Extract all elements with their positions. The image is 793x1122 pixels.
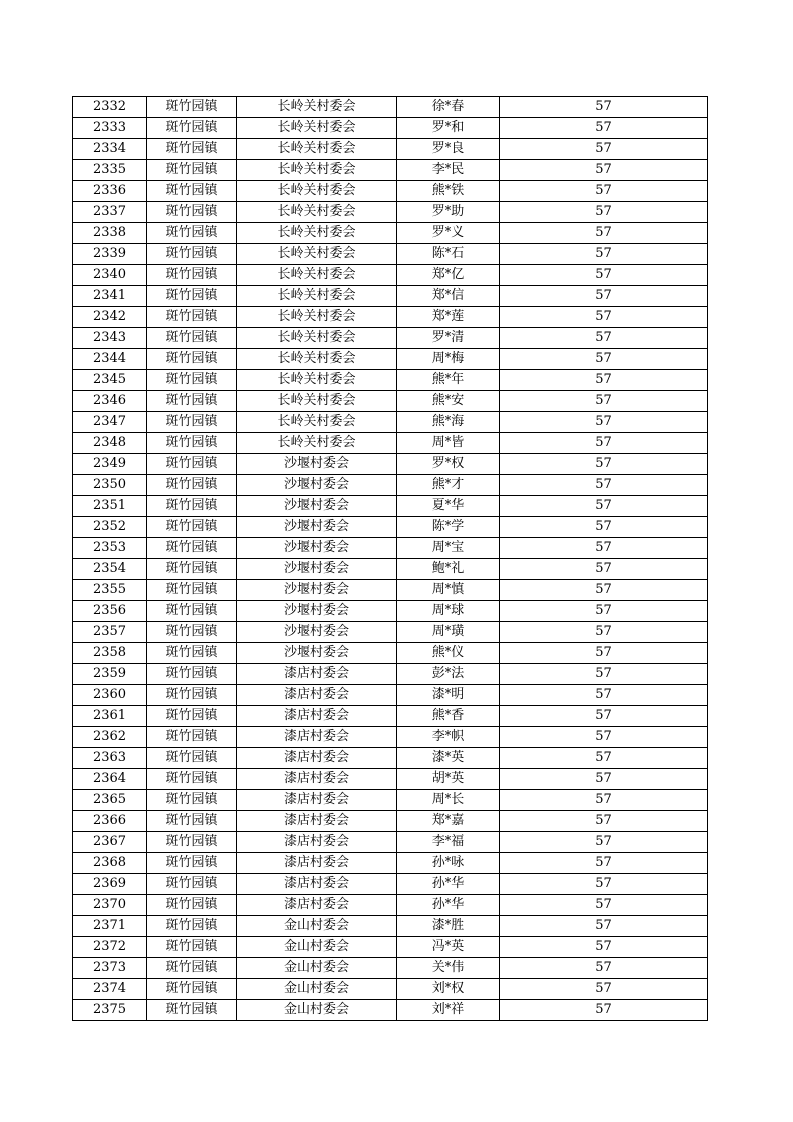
- row-number-cell: 2360: [73, 685, 147, 706]
- table-row: [73, 811, 708, 832]
- value-cell: 57: [500, 937, 708, 958]
- person-name-cell: 周*皆: [397, 433, 500, 454]
- person-name-cell: 熊*铁: [397, 181, 500, 202]
- value-cell: 57: [500, 958, 708, 979]
- row-number-cell: 2348: [73, 433, 147, 454]
- table-row: [73, 580, 708, 601]
- row-number-cell: 2342: [73, 307, 147, 328]
- village-committee-cell: 漆店村委会: [237, 874, 397, 895]
- row-number-cell: 2337: [73, 202, 147, 223]
- row-number-cell: 2347: [73, 412, 147, 433]
- village-committee-cell: 漆店村委会: [237, 832, 397, 853]
- person-name-cell: 郑*嘉: [397, 811, 500, 832]
- person-name-cell: 彭*法: [397, 664, 500, 685]
- person-name-cell: 陈*石: [397, 244, 500, 265]
- value-cell: 57: [500, 160, 708, 181]
- table-row: [73, 559, 708, 580]
- row-number-cell: 2338: [73, 223, 147, 244]
- village-committee-cell: 长岭关村委会: [237, 412, 397, 433]
- row-number-cell: 2374: [73, 979, 147, 1000]
- village-committee-cell: 长岭关村委会: [237, 181, 397, 202]
- row-number-cell: 2371: [73, 916, 147, 937]
- person-name-cell: 关*伟: [397, 958, 500, 979]
- town-cell: 斑竹园镇: [147, 769, 237, 790]
- town-cell: 斑竹园镇: [147, 979, 237, 1000]
- value-cell: 57: [500, 580, 708, 601]
- town-cell: 斑竹园镇: [147, 538, 237, 559]
- table-row: [73, 706, 708, 727]
- roster-table-body: [73, 97, 708, 1021]
- village-committee-cell: 长岭关村委会: [237, 244, 397, 265]
- row-number-cell: 2334: [73, 139, 147, 160]
- table-row: [73, 475, 708, 496]
- town-cell: 斑竹园镇: [147, 853, 237, 874]
- person-name-cell: 罗*义: [397, 223, 500, 244]
- town-cell: 斑竹园镇: [147, 832, 237, 853]
- town-cell: 斑竹园镇: [147, 496, 237, 517]
- value-cell: 57: [500, 706, 708, 727]
- table-row: [73, 118, 708, 139]
- village-committee-cell: 长岭关村委会: [237, 307, 397, 328]
- table-row: [73, 853, 708, 874]
- value-cell: 57: [500, 559, 708, 580]
- town-cell: 斑竹园镇: [147, 601, 237, 622]
- value-cell: 57: [500, 118, 708, 139]
- row-number-cell: 2350: [73, 475, 147, 496]
- village-committee-cell: 漆店村委会: [237, 685, 397, 706]
- value-cell: 57: [500, 979, 708, 1000]
- person-name-cell: 周*梅: [397, 349, 500, 370]
- person-name-cell: 熊*海: [397, 412, 500, 433]
- row-number-cell: 2372: [73, 937, 147, 958]
- table-row: [73, 538, 708, 559]
- value-cell: 57: [500, 832, 708, 853]
- table-row: [73, 874, 708, 895]
- town-cell: 斑竹园镇: [147, 790, 237, 811]
- table-row: [73, 727, 708, 748]
- value-cell: 57: [500, 475, 708, 496]
- row-number-cell: 2343: [73, 328, 147, 349]
- town-cell: 斑竹园镇: [147, 349, 237, 370]
- person-name-cell: 罗*助: [397, 202, 500, 223]
- value-cell: 57: [500, 139, 708, 160]
- town-cell: 斑竹园镇: [147, 643, 237, 664]
- value-cell: 57: [500, 748, 708, 769]
- village-committee-cell: 沙堰村委会: [237, 559, 397, 580]
- village-committee-cell: 长岭关村委会: [237, 433, 397, 454]
- value-cell: 57: [500, 328, 708, 349]
- village-committee-cell: 金山村委会: [237, 916, 397, 937]
- town-cell: 斑竹园镇: [147, 286, 237, 307]
- village-committee-cell: 沙堰村委会: [237, 475, 397, 496]
- table-row: [73, 454, 708, 475]
- village-committee-cell: 漆店村委会: [237, 706, 397, 727]
- village-committee-cell: 金山村委会: [237, 958, 397, 979]
- value-cell: 57: [500, 727, 708, 748]
- town-cell: 斑竹园镇: [147, 706, 237, 727]
- person-name-cell: 罗*和: [397, 118, 500, 139]
- table-row: [73, 664, 708, 685]
- table-row: [73, 496, 708, 517]
- value-cell: 57: [500, 412, 708, 433]
- town-cell: 斑竹园镇: [147, 223, 237, 244]
- person-name-cell: 郑*信: [397, 286, 500, 307]
- value-cell: 57: [500, 496, 708, 517]
- person-name-cell: 陈*学: [397, 517, 500, 538]
- value-cell: 57: [500, 622, 708, 643]
- table-row: [73, 286, 708, 307]
- town-cell: 斑竹园镇: [147, 622, 237, 643]
- village-committee-cell: 漆店村委会: [237, 769, 397, 790]
- village-committee-cell: 长岭关村委会: [237, 370, 397, 391]
- table-row: [73, 601, 708, 622]
- village-committee-cell: 长岭关村委会: [237, 223, 397, 244]
- table-row: [73, 181, 708, 202]
- person-name-cell: 熊*安: [397, 391, 500, 412]
- value-cell: 57: [500, 811, 708, 832]
- value-cell: 57: [500, 790, 708, 811]
- row-number-cell: 2359: [73, 664, 147, 685]
- table-row: [73, 622, 708, 643]
- town-cell: 斑竹园镇: [147, 412, 237, 433]
- table-row: [73, 979, 708, 1000]
- person-name-cell: 刘*祥: [397, 1000, 500, 1021]
- town-cell: 斑竹园镇: [147, 181, 237, 202]
- value-cell: 57: [500, 1000, 708, 1021]
- town-cell: 斑竹园镇: [147, 664, 237, 685]
- table-row: [73, 790, 708, 811]
- person-name-cell: 熊*才: [397, 475, 500, 496]
- row-number-cell: 2364: [73, 769, 147, 790]
- table-row: [73, 97, 708, 118]
- village-committee-cell: 长岭关村委会: [237, 160, 397, 181]
- person-name-cell: 熊*仪: [397, 643, 500, 664]
- row-number-cell: 2336: [73, 181, 147, 202]
- village-committee-cell: 长岭关村委会: [237, 139, 397, 160]
- person-name-cell: 冯*英: [397, 937, 500, 958]
- person-name-cell: 熊*年: [397, 370, 500, 391]
- row-number-cell: 2363: [73, 748, 147, 769]
- value-cell: 57: [500, 244, 708, 265]
- row-number-cell: 2369: [73, 874, 147, 895]
- row-number-cell: 2355: [73, 580, 147, 601]
- town-cell: 斑竹园镇: [147, 748, 237, 769]
- row-number-cell: 2335: [73, 160, 147, 181]
- person-name-cell: 胡*英: [397, 769, 500, 790]
- town-cell: 斑竹园镇: [147, 370, 237, 391]
- table-row: [73, 433, 708, 454]
- person-name-cell: 刘*权: [397, 979, 500, 1000]
- row-number-cell: 2361: [73, 706, 147, 727]
- table-row: [73, 517, 708, 538]
- person-name-cell: 罗*权: [397, 454, 500, 475]
- person-name-cell: 周*璜: [397, 622, 500, 643]
- table-row: [73, 937, 708, 958]
- town-cell: 斑竹园镇: [147, 685, 237, 706]
- table-row: [73, 202, 708, 223]
- person-name-cell: 周*球: [397, 601, 500, 622]
- town-cell: 斑竹园镇: [147, 811, 237, 832]
- town-cell: 斑竹园镇: [147, 328, 237, 349]
- row-number-cell: 2356: [73, 601, 147, 622]
- table-row: [73, 370, 708, 391]
- person-name-cell: 郑*莲: [397, 307, 500, 328]
- value-cell: 57: [500, 265, 708, 286]
- table-row: [73, 349, 708, 370]
- person-name-cell: 熊*香: [397, 706, 500, 727]
- town-cell: 斑竹园镇: [147, 307, 237, 328]
- row-number-cell: 2370: [73, 895, 147, 916]
- person-name-cell: 徐*春: [397, 97, 500, 118]
- person-name-cell: 罗*良: [397, 139, 500, 160]
- town-cell: 斑竹园镇: [147, 958, 237, 979]
- row-number-cell: 2349: [73, 454, 147, 475]
- row-number-cell: 2366: [73, 811, 147, 832]
- person-name-cell: 李*帜: [397, 727, 500, 748]
- value-cell: 57: [500, 454, 708, 475]
- value-cell: 57: [500, 538, 708, 559]
- table-row: [73, 139, 708, 160]
- town-cell: 斑竹园镇: [147, 1000, 237, 1021]
- village-committee-cell: 沙堰村委会: [237, 601, 397, 622]
- row-number-cell: 2357: [73, 622, 147, 643]
- village-committee-cell: 长岭关村委会: [237, 97, 397, 118]
- value-cell: 57: [500, 286, 708, 307]
- town-cell: 斑竹园镇: [147, 580, 237, 601]
- person-name-cell: 周*宝: [397, 538, 500, 559]
- value-cell: 57: [500, 916, 708, 937]
- person-name-cell: 漆*英: [397, 748, 500, 769]
- row-number-cell: 2339: [73, 244, 147, 265]
- table-row: [73, 643, 708, 664]
- town-cell: 斑竹园镇: [147, 874, 237, 895]
- person-name-cell: 孙*华: [397, 874, 500, 895]
- village-committee-cell: 长岭关村委会: [237, 349, 397, 370]
- table-row: [73, 1000, 708, 1021]
- value-cell: 57: [500, 874, 708, 895]
- row-number-cell: 2365: [73, 790, 147, 811]
- village-committee-cell: 沙堰村委会: [237, 622, 397, 643]
- value-cell: 57: [500, 685, 708, 706]
- village-committee-cell: 漆店村委会: [237, 664, 397, 685]
- value-cell: 57: [500, 307, 708, 328]
- village-committee-cell: 金山村委会: [237, 979, 397, 1000]
- village-committee-cell: 漆店村委会: [237, 811, 397, 832]
- village-committee-cell: 金山村委会: [237, 1000, 397, 1021]
- table-row: [73, 412, 708, 433]
- row-number-cell: 2375: [73, 1000, 147, 1021]
- person-name-cell: 鲍*礼: [397, 559, 500, 580]
- value-cell: 57: [500, 664, 708, 685]
- table-row: [73, 307, 708, 328]
- village-committee-cell: 长岭关村委会: [237, 286, 397, 307]
- table-row: [73, 832, 708, 853]
- row-number-cell: 2358: [73, 643, 147, 664]
- town-cell: 斑竹园镇: [147, 265, 237, 286]
- town-cell: 斑竹园镇: [147, 244, 237, 265]
- town-cell: 斑竹园镇: [147, 517, 237, 538]
- person-name-cell: 郑*亿: [397, 265, 500, 286]
- town-cell: 斑竹园镇: [147, 391, 237, 412]
- value-cell: 57: [500, 517, 708, 538]
- village-committee-cell: 长岭关村委会: [237, 328, 397, 349]
- row-number-cell: 2341: [73, 286, 147, 307]
- village-committee-cell: 沙堰村委会: [237, 496, 397, 517]
- town-cell: 斑竹园镇: [147, 895, 237, 916]
- row-number-cell: 2345: [73, 370, 147, 391]
- village-committee-cell: 沙堰村委会: [237, 517, 397, 538]
- row-number-cell: 2346: [73, 391, 147, 412]
- value-cell: 57: [500, 769, 708, 790]
- person-name-cell: 漆*明: [397, 685, 500, 706]
- table-row: [73, 244, 708, 265]
- town-cell: 斑竹园镇: [147, 916, 237, 937]
- value-cell: 57: [500, 370, 708, 391]
- town-cell: 斑竹园镇: [147, 937, 237, 958]
- table-row: [73, 685, 708, 706]
- table-row: [73, 160, 708, 181]
- row-number-cell: 2352: [73, 517, 147, 538]
- row-number-cell: 2362: [73, 727, 147, 748]
- town-cell: 斑竹园镇: [147, 454, 237, 475]
- village-committee-cell: 漆店村委会: [237, 790, 397, 811]
- village-committee-cell: 长岭关村委会: [237, 265, 397, 286]
- village-committee-cell: 漆店村委会: [237, 727, 397, 748]
- table-row: [73, 916, 708, 937]
- town-cell: 斑竹园镇: [147, 139, 237, 160]
- value-cell: 57: [500, 391, 708, 412]
- person-name-cell: 孙*华: [397, 895, 500, 916]
- village-committee-cell: 沙堰村委会: [237, 643, 397, 664]
- row-number-cell: 2373: [73, 958, 147, 979]
- town-cell: 斑竹园镇: [147, 727, 237, 748]
- value-cell: 57: [500, 181, 708, 202]
- village-committee-cell: 漆店村委会: [237, 853, 397, 874]
- town-cell: 斑竹园镇: [147, 475, 237, 496]
- row-number-cell: 2351: [73, 496, 147, 517]
- table-row: [73, 265, 708, 286]
- value-cell: 57: [500, 601, 708, 622]
- village-committee-cell: 沙堰村委会: [237, 538, 397, 559]
- row-number-cell: 2340: [73, 265, 147, 286]
- village-committee-cell: 沙堰村委会: [237, 580, 397, 601]
- person-name-cell: 李*民: [397, 160, 500, 181]
- village-committee-cell: 金山村委会: [237, 937, 397, 958]
- table-row: [73, 328, 708, 349]
- row-number-cell: 2353: [73, 538, 147, 559]
- row-number-cell: 2367: [73, 832, 147, 853]
- town-cell: 斑竹园镇: [147, 433, 237, 454]
- town-cell: 斑竹园镇: [147, 118, 237, 139]
- town-cell: 斑竹园镇: [147, 160, 237, 181]
- value-cell: 57: [500, 349, 708, 370]
- value-cell: 57: [500, 895, 708, 916]
- value-cell: 57: [500, 223, 708, 244]
- person-name-cell: 罗*清: [397, 328, 500, 349]
- person-name-cell: 漆*胜: [397, 916, 500, 937]
- person-name-cell: 周*长: [397, 790, 500, 811]
- town-cell: 斑竹园镇: [147, 202, 237, 223]
- village-committee-cell: 长岭关村委会: [237, 202, 397, 223]
- village-committee-cell: 漆店村委会: [237, 895, 397, 916]
- table-row: [73, 958, 708, 979]
- value-cell: 57: [500, 433, 708, 454]
- row-number-cell: 2333: [73, 118, 147, 139]
- value-cell: 57: [500, 643, 708, 664]
- table-row: [73, 223, 708, 244]
- person-name-cell: 周*慎: [397, 580, 500, 601]
- person-name-cell: 夏*华: [397, 496, 500, 517]
- table-row: [73, 895, 708, 916]
- table-row: [73, 391, 708, 412]
- person-name-cell: 李*福: [397, 832, 500, 853]
- village-committee-cell: 沙堰村委会: [237, 454, 397, 475]
- town-cell: 斑竹园镇: [147, 97, 237, 118]
- row-number-cell: 2368: [73, 853, 147, 874]
- village-committee-cell: 漆店村委会: [237, 748, 397, 769]
- person-name-cell: 孙*咏: [397, 853, 500, 874]
- table-row: [73, 769, 708, 790]
- value-cell: 57: [500, 202, 708, 223]
- row-number-cell: 2354: [73, 559, 147, 580]
- village-committee-cell: 长岭关村委会: [237, 391, 397, 412]
- row-number-cell: 2332: [73, 97, 147, 118]
- table-row: [73, 748, 708, 769]
- village-committee-cell: 长岭关村委会: [237, 118, 397, 139]
- value-cell: 57: [500, 97, 708, 118]
- roster-table: [72, 96, 708, 1021]
- town-cell: 斑竹园镇: [147, 559, 237, 580]
- row-number-cell: 2344: [73, 349, 147, 370]
- value-cell: 57: [500, 853, 708, 874]
